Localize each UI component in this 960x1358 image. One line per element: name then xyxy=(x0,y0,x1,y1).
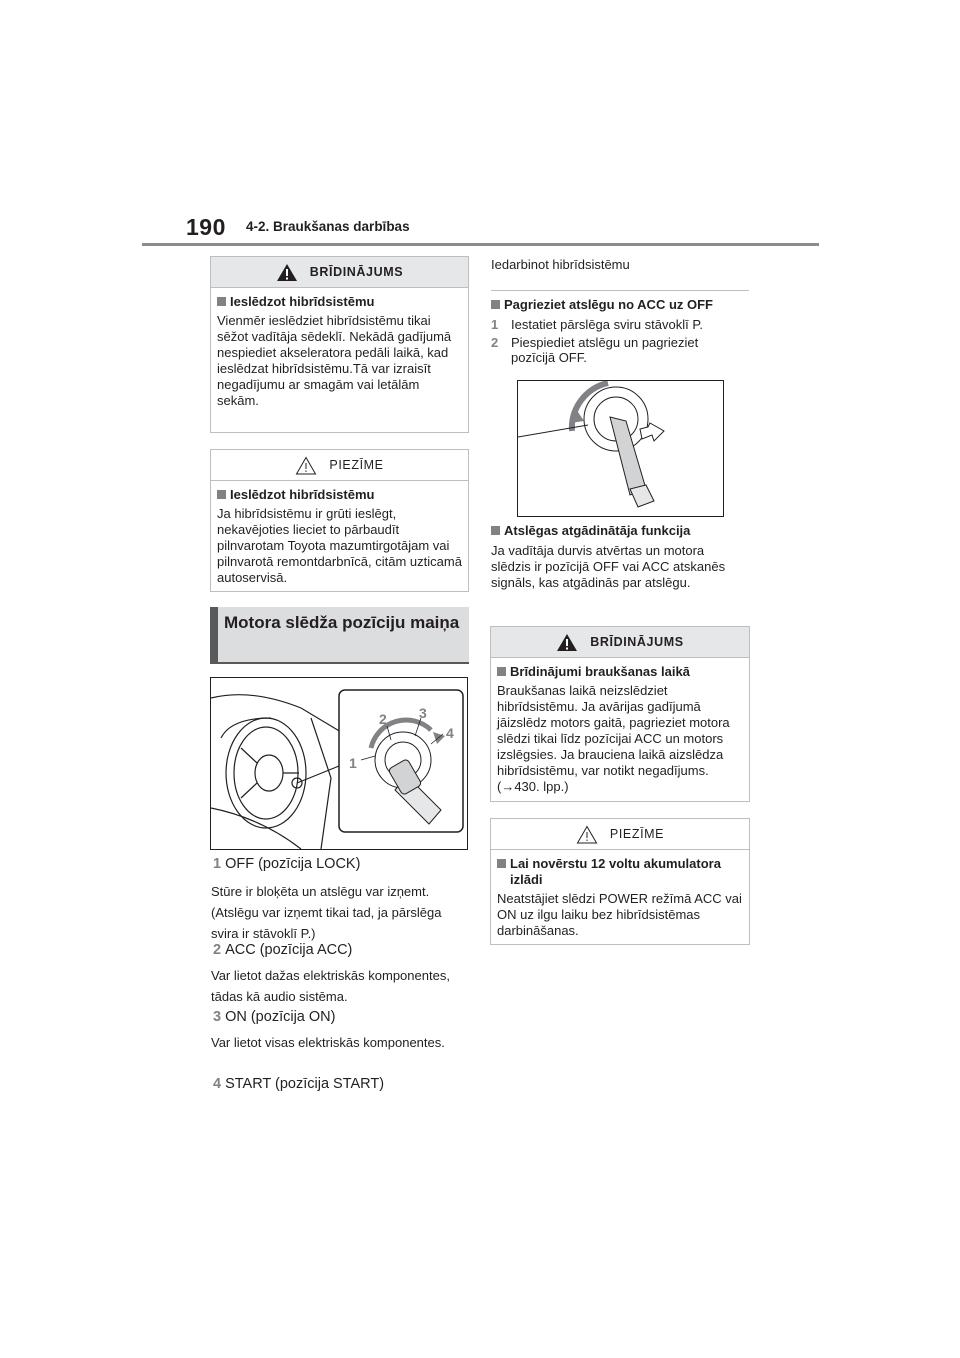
note-box xyxy=(490,818,750,945)
warning-header xyxy=(491,627,749,658)
bullet-square-icon xyxy=(491,526,500,535)
note-subtitle-text: Ieslēdzot hibrīdsistēmu xyxy=(230,487,375,502)
steering-wheel-illustration xyxy=(211,678,467,849)
caution-icon xyxy=(295,456,317,475)
warning-subtitle xyxy=(497,664,743,680)
position-label: ON (pozīcija ON) xyxy=(225,1009,336,1025)
reminder-heading xyxy=(491,523,690,538)
intro-text: Iedarbinot hibrīdsistēmu xyxy=(491,257,630,272)
warning-title: BRĪDINĀJUMS xyxy=(590,635,684,649)
figure-label-3: 3 xyxy=(419,705,427,721)
note-subtitle xyxy=(217,487,462,503)
warning-subtitle xyxy=(217,294,462,310)
note-header xyxy=(211,450,468,481)
header-rule xyxy=(142,243,819,246)
position-item xyxy=(213,1009,335,1025)
step-text: Iestatiet pārslēga sviru stāvoklī P. xyxy=(511,317,703,332)
position-number: 4 xyxy=(213,1076,222,1092)
position-number: 2 xyxy=(213,942,222,958)
warning-title: BRĪDINĀJUMS xyxy=(309,265,404,279)
note-subtitle-text: Lai novērstu 12 voltu akumulatora izlādi xyxy=(510,856,721,887)
warning-subtitle-text: Ieslēdzot hibrīdsistēmu xyxy=(230,294,375,309)
warning-box xyxy=(210,256,469,433)
warning-icon xyxy=(556,633,578,652)
heading-bar xyxy=(210,607,218,662)
warning-subtitle-text: Brīdinājumi braukšanas laikā xyxy=(510,664,690,679)
position-item xyxy=(213,1076,384,1092)
section-heading xyxy=(210,607,469,664)
position-number: 1 xyxy=(213,856,222,872)
reminder-heading-text: Atslēgas atgādinātāja funkcija xyxy=(504,523,691,538)
note-text: Ja hibrīdsistēmu ir grūti ieslēgt, nekavējoties lieciet to pārbaudīt pilnvarotam Toyota mazumtirgotājam vai pilnvarotā remontdarbnīcā, citām uzticamā autoservisā. xyxy=(217,506,462,585)
position-description: Var lietot visas elektriskās komponentes. xyxy=(211,1035,445,1050)
warning-text: Braukšanas laikā neizslēdziet hibrīdsistēmu. Ja avārijas gadījumā jāizslēdz motors gaitā, pagrieziet motora slēdzi tikai līdz pozīcijai ACC un motors izslēgsies. Ja brauciena laikā aizslēdza hibrīdsistēmu, var notikt negadījums. (→430. lpp.) xyxy=(497,683,730,794)
position-label: ACC (pozīcija ACC) xyxy=(225,942,353,958)
position-label: OFF (pozīcija LOCK) xyxy=(225,856,361,872)
note-title: PIEZĪME xyxy=(609,827,665,841)
position-description: Var lietot dažas elektriskās komponentes, tādas kā audio sistēma. xyxy=(211,968,450,1004)
divider xyxy=(491,290,749,291)
section-heading-text: Motora slēdža pozīciju maiņa xyxy=(224,613,460,632)
bullet-square-icon xyxy=(217,297,226,306)
note-text: Neatstājiet slēdzi POWER režīmā ACC vai ON uz ilgu laiku bez hibrīdsistēmas darbināšanas. xyxy=(497,891,742,938)
page-number: 190 xyxy=(186,214,226,240)
note-title: PIEZĪME xyxy=(329,458,384,472)
warning-text: Vienmēr ieslēdziet hibrīdsistēmu tikai sēžot vadītāja sēdeklī. Nekādā gadījumā nespiediet akseleratora pedāli laikā, kad ieslēdzat hibrīdsistēmu.Tā var izraisīt negadījumu ar smagām vai letālām sekām. xyxy=(217,313,452,408)
warning-box xyxy=(490,626,750,802)
warning-header xyxy=(211,257,468,288)
figure-label-2: 2 xyxy=(379,711,387,727)
position-item xyxy=(213,856,360,872)
step-text: Piespiediet atslēgu un pagrieziet pozīcijā OFF. xyxy=(511,335,699,365)
bullet-square-icon xyxy=(217,490,226,499)
bullet-square-icon xyxy=(491,300,500,309)
key-turn-figure xyxy=(517,380,724,517)
note-subtitle xyxy=(497,856,743,888)
warning-icon xyxy=(276,263,298,282)
position-number: 3 xyxy=(213,1009,222,1025)
key-turn-illustration xyxy=(518,381,723,516)
step-item xyxy=(491,335,741,365)
turn-heading xyxy=(491,297,713,312)
bullet-square-icon xyxy=(497,667,506,676)
position-item xyxy=(213,942,352,958)
reminder-text: Ja vadītāja durvis atvērtas un motora slēdzis ir pozīcijā OFF vai ACC atskanēs signāls, kas atgādinās par atslēgu. xyxy=(491,543,726,590)
section-title: 4-2. Braukšanas darbības xyxy=(246,219,410,234)
figure-label-1: 1 xyxy=(349,755,357,771)
caution-icon xyxy=(576,825,598,844)
note-box xyxy=(210,449,469,592)
step-number: 1 xyxy=(491,317,499,332)
note-header xyxy=(491,819,749,850)
turn-heading-text: Pagrieziet atslēgu no ACC uz OFF xyxy=(504,297,713,312)
step-item xyxy=(491,317,741,332)
bullet-square-icon xyxy=(497,859,506,868)
step-number: 2 xyxy=(491,335,499,350)
position-description: Stūre ir bloķēta un atslēgu var izņemt. (Atslēgu var izņemt tikai tad, ja pārslēga svira ir stāvoklī P.) xyxy=(211,884,442,941)
position-label: START (pozīcija START) xyxy=(225,1076,385,1092)
figure-label-4: 4 xyxy=(446,725,454,741)
ignition-figure xyxy=(210,677,468,850)
